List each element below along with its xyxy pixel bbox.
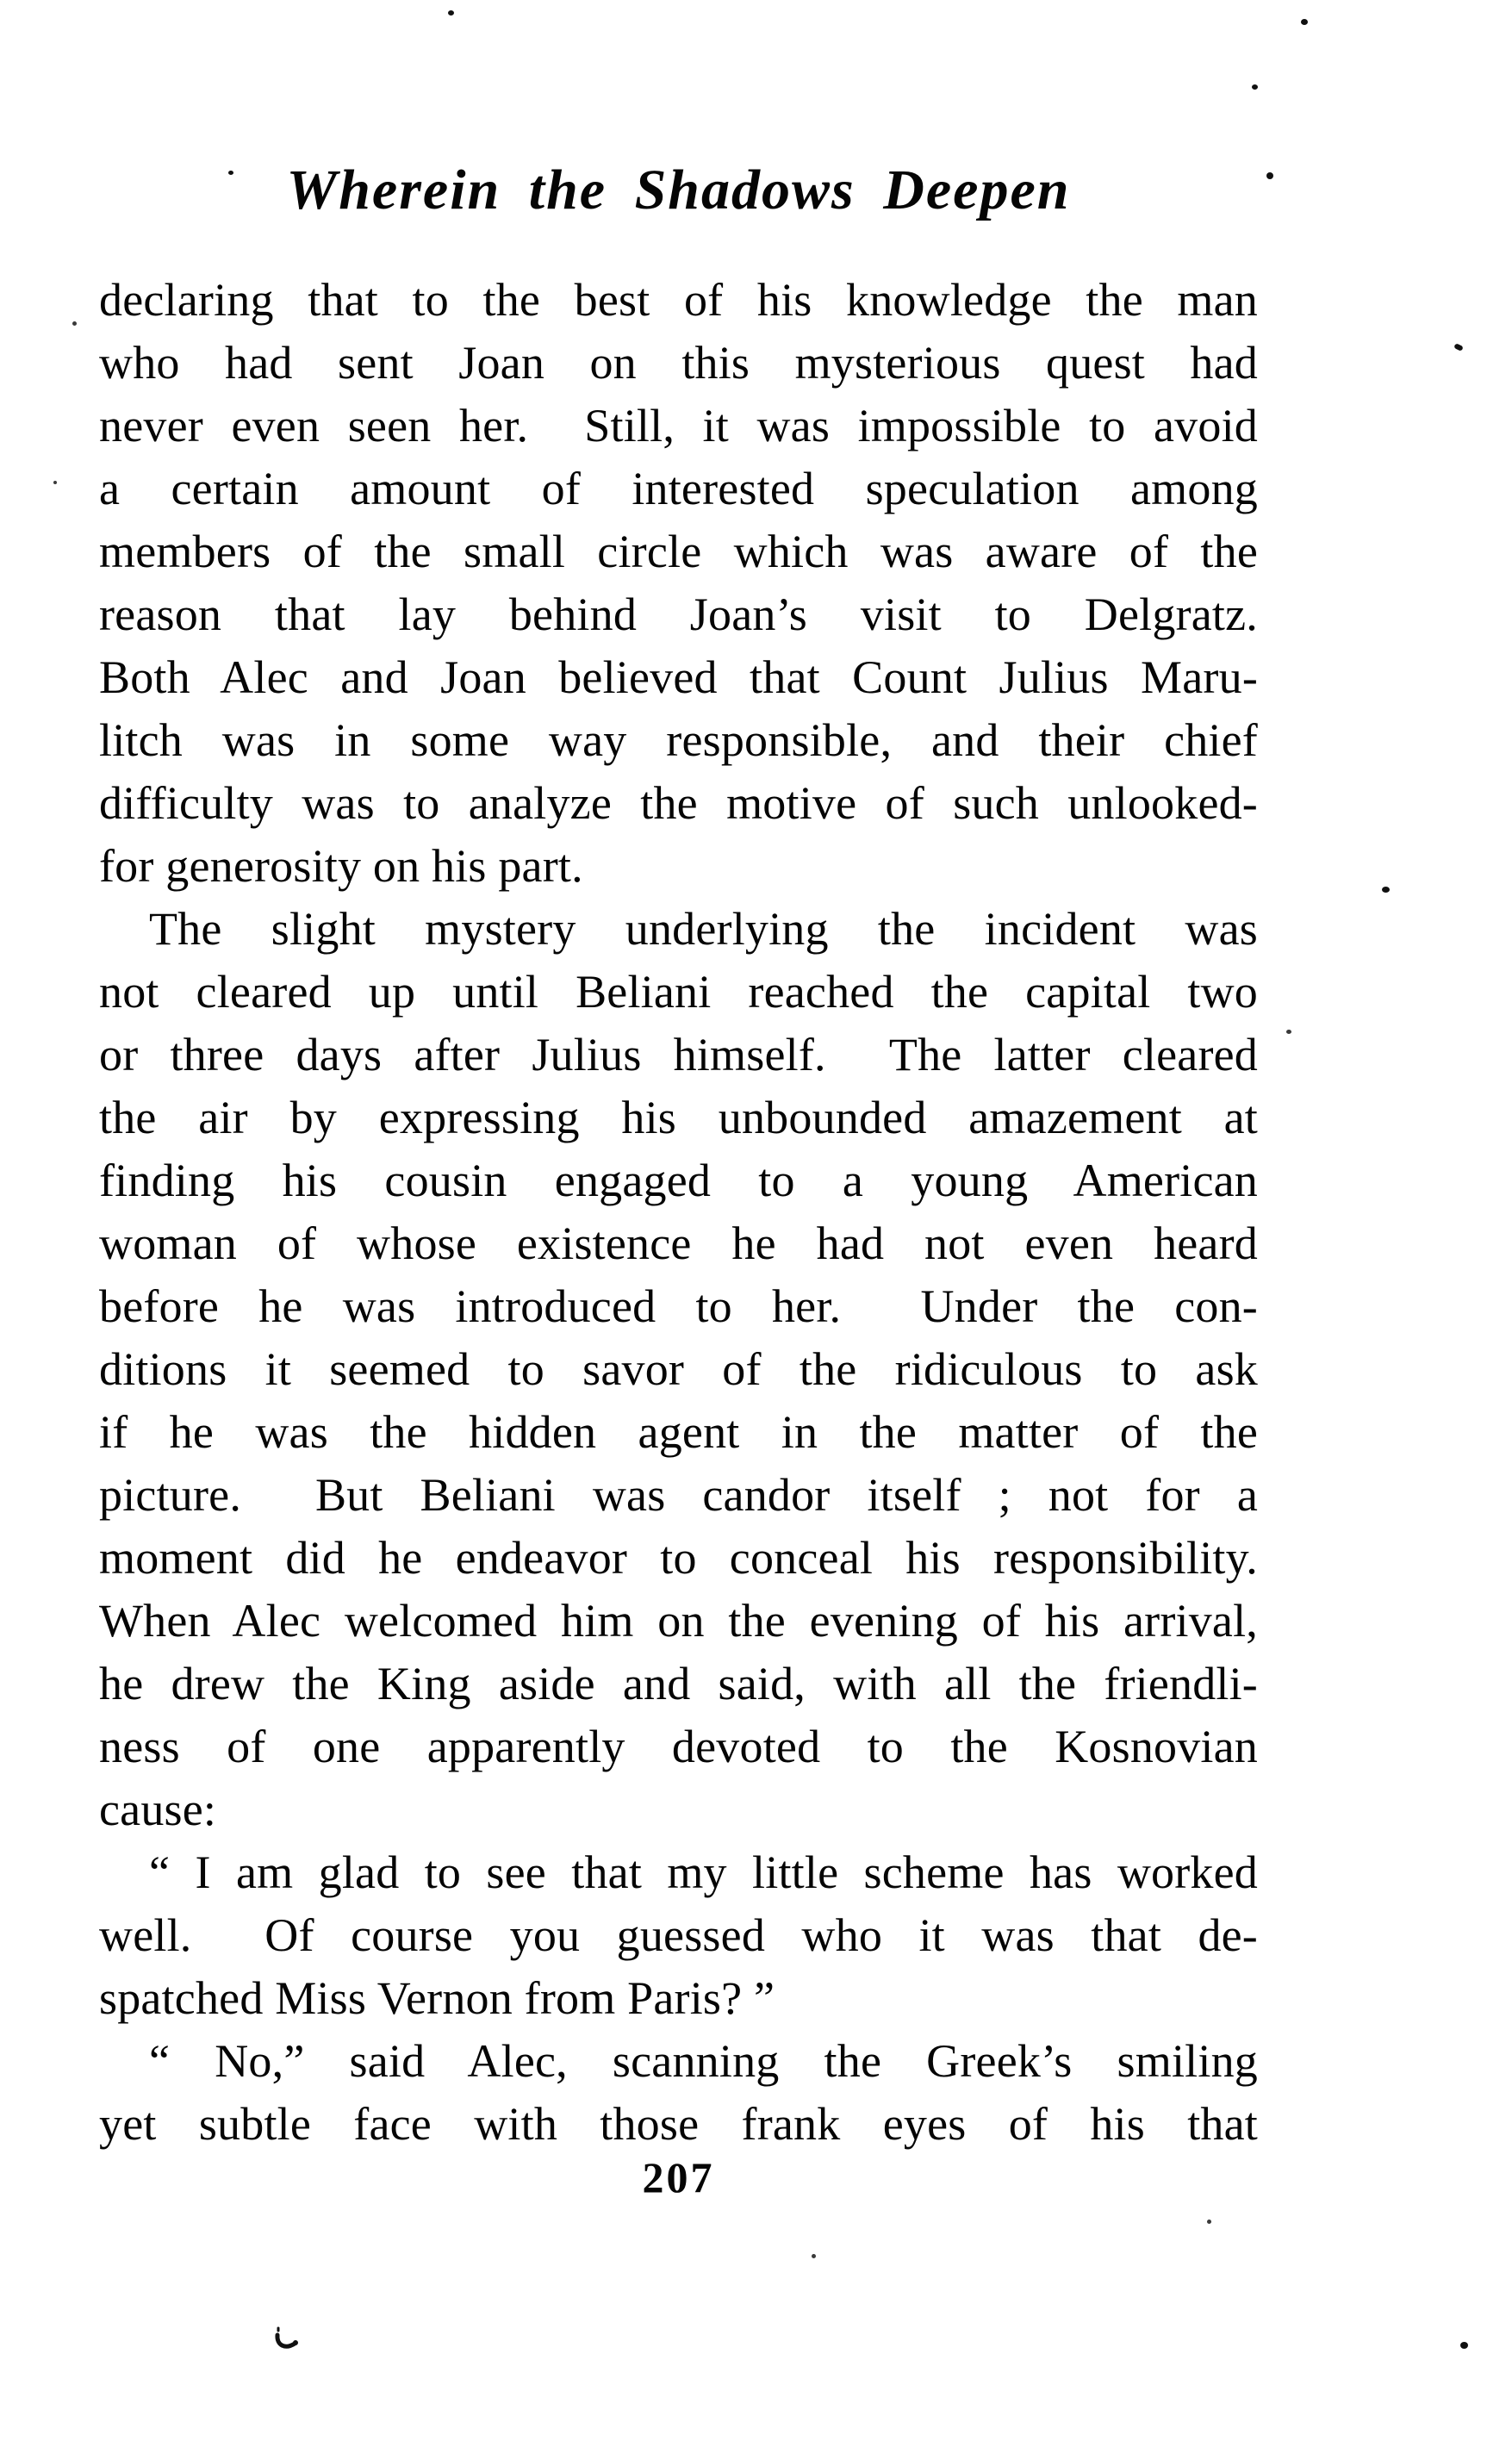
text-line: finding his cousin engaged to a young American <box>99 1155 1258 1206</box>
text-line: litch was in some way responsible, and their chief <box>99 714 1258 766</box>
ink-speck <box>812 2254 816 2258</box>
text-line: ditions it seemed to savor of the ridiculous to ask <box>99 1343 1258 1395</box>
text-line: for generosity on his part. <box>99 840 583 892</box>
text-line: spatched Miss Vernon from Paris? ” <box>99 1972 775 2024</box>
text-line: not cleared up until Beliani reached the capital two <box>99 966 1258 1018</box>
text-line: before he was introduced to her. Under the con- <box>99 1280 1258 1332</box>
text-line: picture. But Beliani was candor itself ; not for a <box>99 1469 1258 1521</box>
text-line: “ No,” said Alec, scanning the Greek’s smiling <box>149 2035 1258 2087</box>
ink-speck <box>53 481 57 484</box>
text-line: members of the small circle which was aware of the <box>99 526 1258 577</box>
text-line: woman of whose existence he had not even heard <box>99 1217 1258 1269</box>
text-line: or three days after Julius himself. The latter cleared <box>99 1029 1258 1080</box>
ink-speck <box>1460 2342 1468 2349</box>
text-line: never even seen her. Still, it was impossible to avoid <box>99 400 1258 451</box>
text-line: well. Of course you guessed who it was that de- <box>99 1909 1258 1961</box>
text-line: ness of one apparently devoted to the Kosnovian <box>99 1721 1258 1772</box>
ink-speck <box>228 171 233 175</box>
text-line: yet subtle face with those frank eyes of his that <box>99 2098 1258 2150</box>
ink-speck <box>1453 343 1464 352</box>
text-line: difficulty was to analyze the motive of such unlooked- <box>99 777 1258 829</box>
text-line: reason that lay behind Joan’s visit to Delgratz. <box>99 588 1258 640</box>
text-line: cause: <box>99 1784 217 1835</box>
text-line: declaring that to the best of his knowledge the man <box>99 274 1258 326</box>
page-number: 207 <box>642 2153 715 2201</box>
text-line: “ I am glad to see that my little scheme has worked <box>149 1846 1258 1898</box>
ink-speck <box>1286 1030 1291 1034</box>
text-line: When Alec welcomed him on the evening of his arrival, <box>99 1595 1258 1647</box>
ink-speck <box>1266 172 1273 179</box>
text-line: he drew the King aside and said, with all the friendli- <box>99 1658 1258 1709</box>
text-line: if he was the hidden agent in the matter of the <box>99 1406 1258 1458</box>
body-text <box>99 269 1258 2156</box>
text-line: the air by expressing his unbounded amazement at <box>99 1092 1258 1143</box>
text-line: moment did he endeavor to conceal his responsibility. <box>99 1532 1258 1584</box>
ink-speck <box>1301 19 1308 25</box>
ink-speck <box>448 10 454 16</box>
text-line: Both Alec and Joan believed that Count Julius Maru- <box>99 651 1258 703</box>
text-line: who had sent Joan on this mysterious quest had <box>99 337 1258 389</box>
ink-hook-mark <box>275 2326 301 2354</box>
text-line: The slight mystery underlying the incident was <box>149 903 1258 955</box>
ink-speck <box>72 321 77 326</box>
text-line: a certain amount of interested speculation among <box>99 463 1258 514</box>
ink-speck <box>1207 2220 1211 2224</box>
ink-speck <box>1252 84 1258 90</box>
ink-speck <box>1382 887 1390 893</box>
running-header: Wherein the Shadows Deepen <box>286 159 1071 221</box>
